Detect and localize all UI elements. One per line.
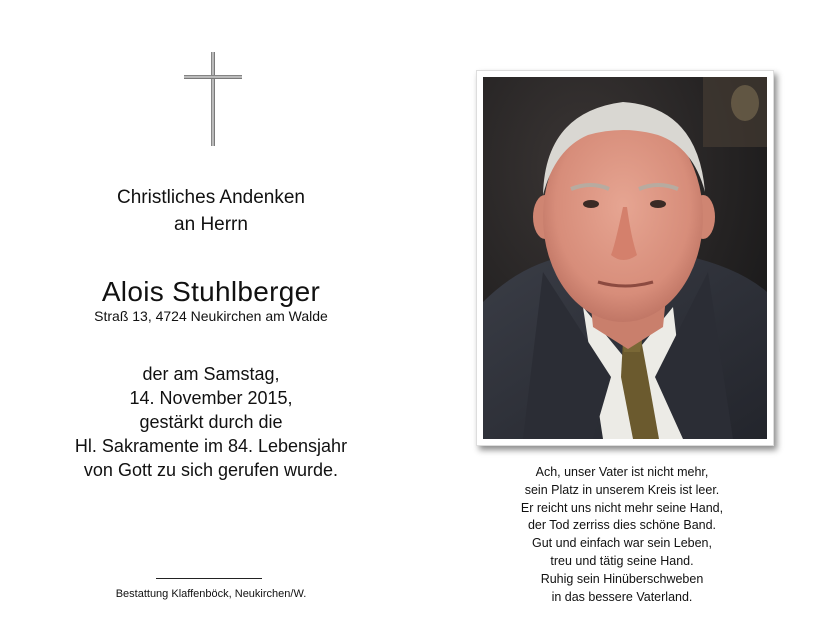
text-line: der am Samstag, (142, 364, 280, 384)
poem-line: sein Platz in unserem Kreis ist leer. (524, 482, 720, 497)
text-line: 14. November 2015, (129, 388, 293, 408)
poem (470, 464, 774, 606)
deceased-address: Straß 13, 4724 Neukirchen am Walde (94, 308, 328, 324)
death-notice-text (0, 362, 422, 482)
deceased-name: Alois Stuhlberger (101, 276, 321, 307)
heading-line-1: Christliches Andenken (117, 187, 305, 208)
cross-icon (182, 50, 244, 148)
undertaker-credit: Bestattung Klaffenböck, Neukirchen/W. (115, 588, 307, 600)
poem-line: in das bessere Vaterland. (551, 589, 693, 604)
text-line: gestärkt durch die (139, 412, 283, 432)
portrait-photo (483, 77, 767, 439)
poem-line: Er reicht uns nicht mehr seine Hand, (520, 500, 724, 515)
poem-line: treu und tätig seine Hand. (550, 553, 694, 568)
heading-line-2: an Herrn (174, 214, 248, 235)
divider-line (156, 578, 262, 579)
text-line: von Gott zu sich gerufen wurde. (83, 460, 339, 480)
poem-line: Gut und einfach war sein Leben, (532, 536, 712, 551)
portrait-frame (476, 70, 774, 446)
poem-line: der Tod zerriss dies schöne Band. (527, 518, 717, 533)
poem-line: Ruhig sein Hinüberschweben (540, 571, 704, 586)
text-line: Hl. Sakramente im 84. Lebensjahr (74, 436, 348, 456)
poem-line: Ach, unser Vater ist nicht mehr, (535, 465, 709, 479)
